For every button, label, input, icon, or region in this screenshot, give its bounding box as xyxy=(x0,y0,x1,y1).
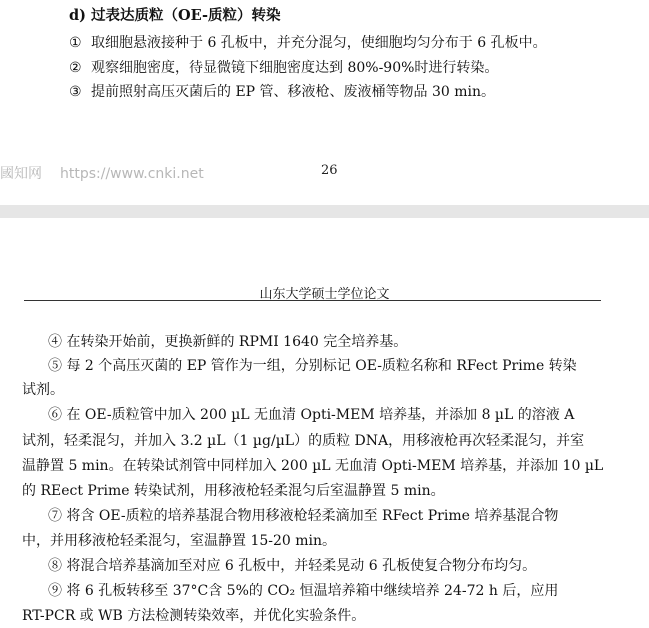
paragraph-line: ⑨ 将 6 孔板转移至 37°C含 5%的 CO₂ 恒温培养箱中继续培养 24-72 h 后，应用 xyxy=(48,583,559,599)
paragraph-line: ⑤ 每 2 个高压灭菌的 EP 管作为一组，分别标记 OE-质粒名称和 RFect Prime 转染 xyxy=(48,358,577,374)
paragraph-line: 中，并用移液枪轻柔混匀，室温静置 15-20 min。 xyxy=(22,533,337,549)
watermark-site: 國知网 xyxy=(0,166,42,182)
paragraph-line: RT-PCR 或 WB 方法检测转染效率，并优化实验条件。 xyxy=(22,608,366,624)
paragraph-line: 的 REect Prime 转染试剂，用移液枪轻柔混匀后室温静置 5 min。 xyxy=(22,483,445,499)
list-item-text: 提前照射高压灭菌后的 EP 管、移液枪、废液桶等物品 30 min。 xyxy=(91,84,496,100)
list-item xyxy=(69,58,498,78)
paragraph-line: ④ 在转染开始前，更换新鲜的 RPMI 1640 完全培养基。 xyxy=(48,334,408,350)
list-marker: ② xyxy=(69,60,82,76)
list-item xyxy=(69,82,495,102)
watermark-url: https://www.cnki.net xyxy=(60,166,204,182)
running-header: 山东大学硕士学位论文 xyxy=(259,287,390,302)
header-rule xyxy=(24,300,601,301)
page-number: 26 xyxy=(321,163,338,178)
page-top xyxy=(0,0,649,205)
paragraph-line: ⑧ 将混合培养基滴加至对应 6 孔板中，并轻柔晃动 6 孔板使复合物分布均匀。 xyxy=(48,558,537,574)
list-item-text: 取细胞悬液接种于 6 孔板中，并充分混匀，使细胞均匀分布于 6 孔板中。 xyxy=(91,35,547,51)
list-marker: ③ xyxy=(69,84,82,100)
list-item xyxy=(69,33,547,53)
list-marker: ① xyxy=(69,35,82,51)
list-item-text: 观察细胞密度，待显微镜下细胞密度达到 80%-90%时进行转染。 xyxy=(91,60,499,76)
paragraph-line: ⑦ 将含 OE-质粒的培养基混合物用移液枪轻柔滴加至 RFect Prime 培养基混合物 xyxy=(48,508,559,524)
paragraph-line: ⑥ 在 OE-质粒管中加入 200 µL 无血清 Opti-MEM 培养基，并添加 8 µL 的溶液 A xyxy=(48,407,575,423)
paragraph-line: 温静置 5 min。在转染试剂管中同样加入 200 µL 无血清 Opti-MEM 培养基，并添加 10 µL xyxy=(22,458,604,474)
section-heading: d) 过表达质粒（OE-质粒）转染 xyxy=(69,7,281,24)
paragraph-line: 试剂，轻柔混匀，并加入 3.2 µL（1 µg/µL）的质粒 DNA，用移液枪再次轻柔混匀，并室 xyxy=(22,433,585,449)
watermark xyxy=(0,163,204,183)
paragraph-line: 试剂。 xyxy=(22,382,64,398)
page-separator xyxy=(0,205,649,218)
